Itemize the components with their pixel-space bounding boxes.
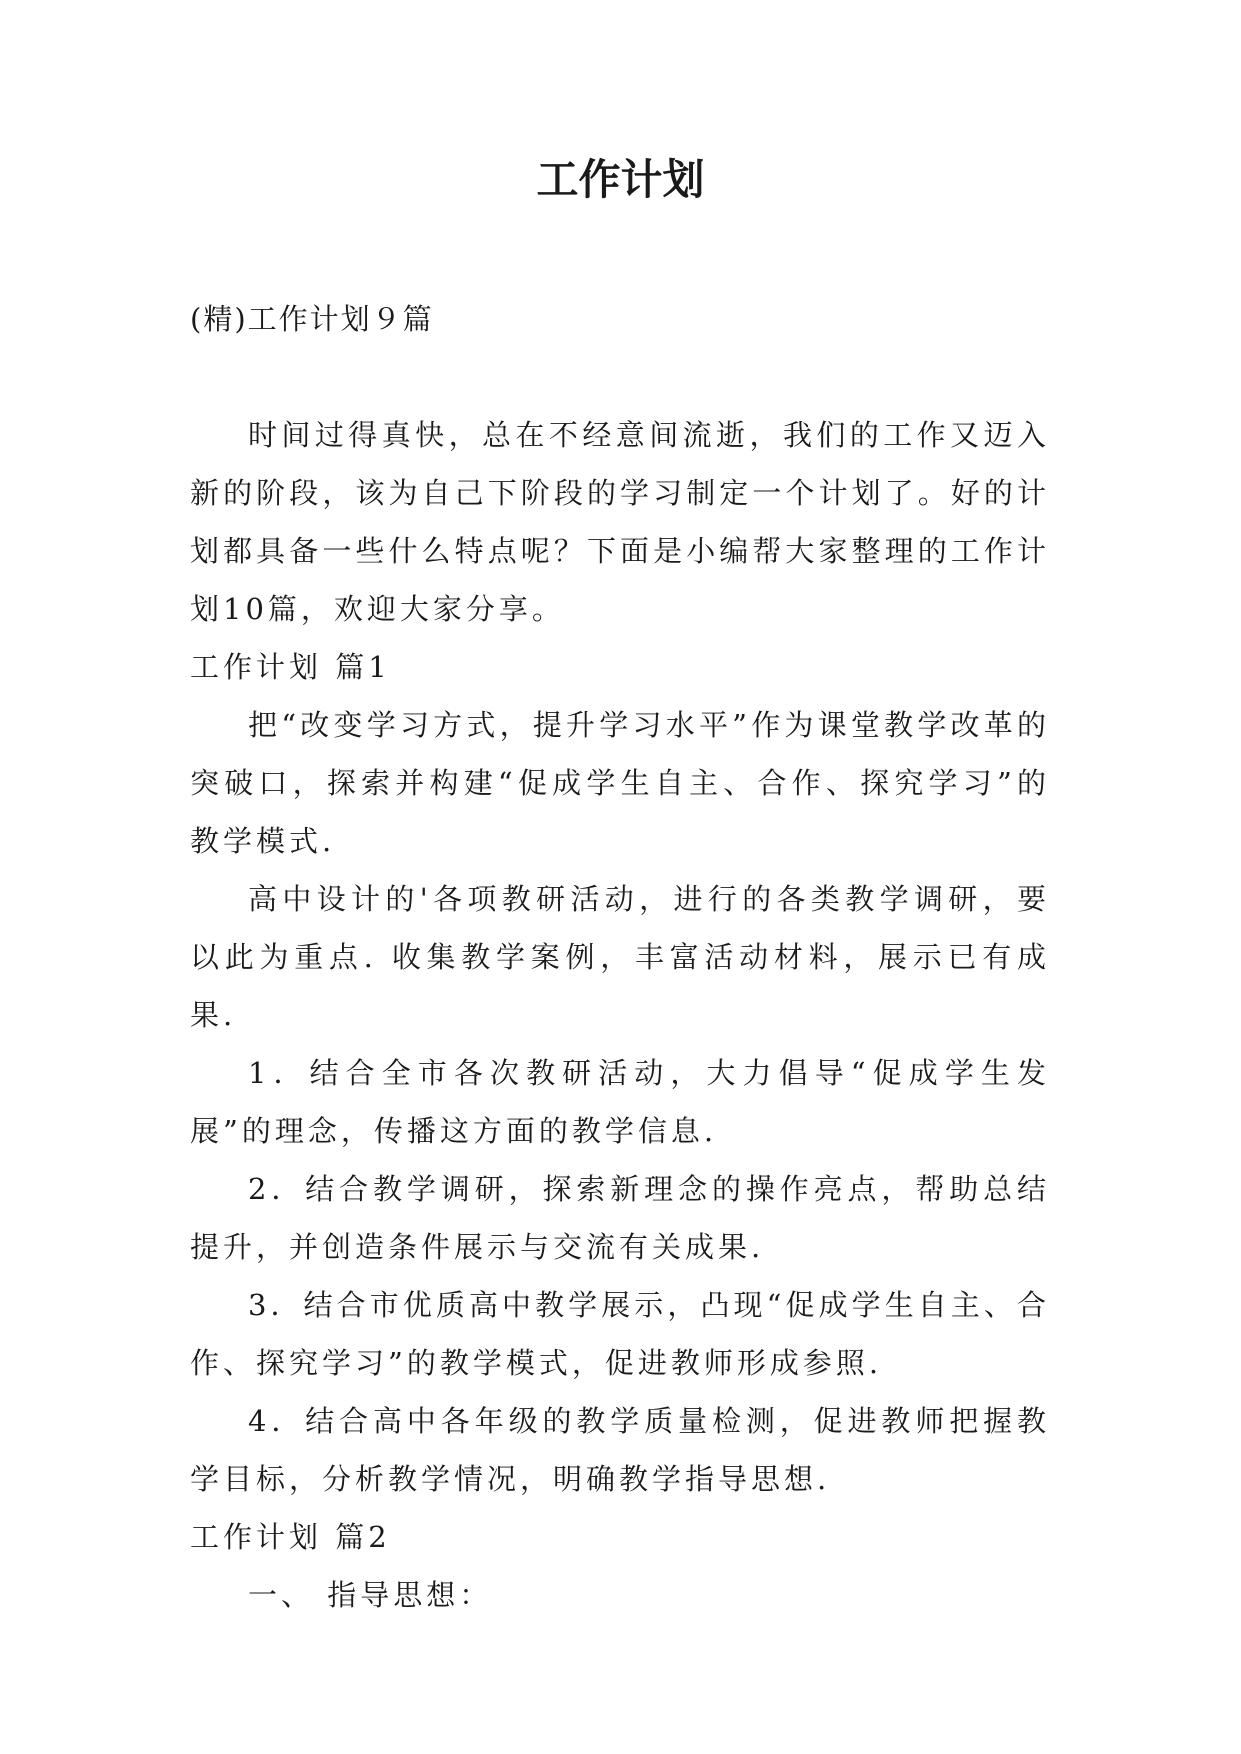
- section-heading-1: 工作计划 篇1: [190, 650, 391, 684]
- section-heading-2: 工作计划 篇2: [190, 1520, 391, 1554]
- section1-paragraph-1: 把“改变学习方式，提升学习水平”作为课堂教学改革的突破口，探索并构建“促成学生自主、合作、探究学习”的教学模式.: [190, 708, 1050, 858]
- document-subtitle: (精)工作计划９篇: [190, 302, 434, 336]
- section1-item-1: 1．结合全市各次教研活动，大力倡导“促成学生发展”的理念，传播这方面的教学信息.: [190, 1056, 1050, 1148]
- document-body: [190, 290, 1050, 1624]
- section1-item-2: 2．结合教学调研，探索新理念的操作亮点，帮助总结提升，并创造条件展示与交流有关成果.: [190, 1172, 1050, 1264]
- section1-item-3: 3．结合市优质高中教学展示，凸现“促成学生自主、合作、探究学习”的教学模式，促进教师形成参照.: [190, 1288, 1050, 1380]
- section1-paragraph-2: 高中设计的'各项教研活动，进行的各类教学调研，要以此为重点. 收集教学案例，丰富活动材料，展示已有成果.: [190, 882, 1050, 1032]
- document-title: 工作计划: [536, 155, 705, 204]
- intro-paragraph: 时间过得真快，总在不经意间流逝，我们的工作又迈入新的阶段，该为自己下阶段的学习制定一个计划了。好的计划都具备一些什么特点呢？下面是小编帮大家整理的工作计划10篇，欢迎大家分享。: [190, 418, 1050, 626]
- section2-item-1: 一、 指导思想：: [248, 1578, 493, 1612]
- section1-item-4: 4．结合高中各年级的教学质量检测，促进教师把握教学目标，分析教学情况，明确教学指导思想.: [190, 1404, 1050, 1496]
